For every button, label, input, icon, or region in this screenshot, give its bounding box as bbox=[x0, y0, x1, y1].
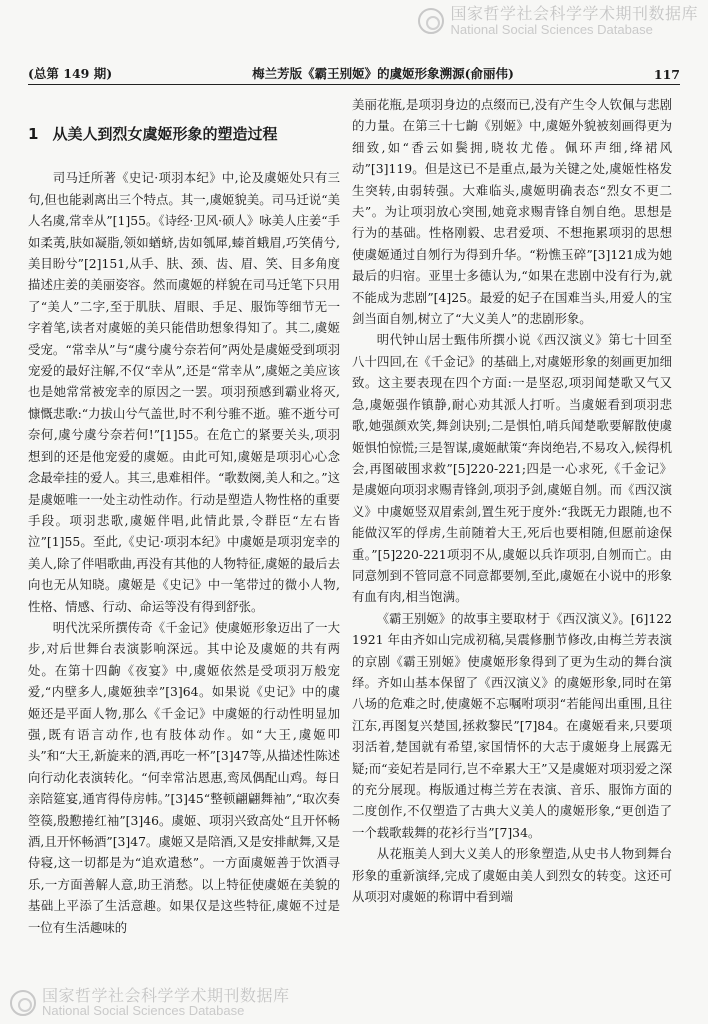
paragraph: 《霸王别姬》的故事主要取材于《西汉演义》。[6]122 1921 年由齐如山完成初稿,吴震修删节修改,由梅兰芳表演的京剧《霸王别姬》使虞姬形象得到了更为生动的舞台演绎。齐如山基本保留了《西汉演义》的虞姬形象,同时在第八场的危难之时,使虞姬不忘嘱咐项羽“若能闯出重围,且往江东,再图复兴楚国,拯救黎民”[7]84。在虞姬看来,只要项羽活着,楚国就有希望,家国情怀的大志于虞姬身上展露无疑;而“妾妃若是同行,岂不牵累大王”又是虞姬对项羽爱之深的充分展现。梅版通过梅兰芳在表演、音乐、服饰方面的二度创作,不仅塑造了古典大义美人的虞姬形象,“更创造了一个载歌载舞的花衫行当”[7]34。 bbox=[352, 610, 673, 840]
paragraph: 明代钟山居士甄伟所撰小说《西汉演义》第七十回至八十四回,在《千金记》的基础上,对虞姬形象的刻画更加细致。这主要表现在四个方面:一是坚忍,项羽闻楚歌又气又急,虞姬强作镇静,耐心劝其派人打听。当虞姬看到项羽悲歌,她强颜欢笑,舞剑诀别;二是惧怕,哨兵闻楚歌要解散使虞姬惧怕惊慌;三是智谋,虞姬献策“奔岗绝岩,不易攻入,候得机会,再图破围求救”[5]220-221;四是一心求死,《千金记》是虞姬向项羽求赐青锋剑,项羽予剑,虞姬自刎。而《西汉演义》中虞姬竖双眉索剑,置生死于度外:“我既无力跟随,也不能做汉军的俘虏,生前随着大王,死后也要相随,但愿前途保重。”[5]220-221项羽不从,虞姬以兵诈项羽,自刎而亡。由同意刎到不管同意不同意都要刎,至此,虞姬在小说中的形象有血有肉,相当饱满。 bbox=[352, 332, 672, 605]
paragraph: 明代沈采所撰传奇《千金记》使虞姬形象迈出了一大步,对后世舞台表演影响深远。其中论及虞姬的共有两处。在第十四齣《夜宴》中,虞姬依然是受项羽万般宠爱,“内壁多人,虞姬独幸”[3]64。如果说《史记》中的虞姬还是平面人物,那么《千金记》中虞姬的行动性明显加强,既有语言动作,也有肢体动作。如“大王,虞姬叩头”和“大王,新旋来的酒,再吃一杯”[3]47等,从描述性陈述向行动化表演转化。“何幸常沾恩惠,鸾凤偶配山鸡。每日亲陪筵宴,通宵得侍房帏。”[3]45“整顿翩翩舞袖”,“取次奏箜篌,殷懃捲红袖”[3]46。虞姬、项羽兴致高处“且开怀畅酒,且开怀畅酒”[3]47。虞姬又是陪酒,又是安排献舞,又是侍寝,这一切都是为“追欢遣愁”。一方面虞姬善于饮酒寻乐,一方面善解人意,助王消愁。以上特征使虞姬在美貌的基础上平添了生活意趣。如果仅是这些特征,虞姬不过是一位有生活趣味的 bbox=[28, 619, 340, 935]
issue-number: (总第 149 期) bbox=[28, 66, 113, 81]
section-number: 1 bbox=[28, 125, 39, 143]
paragraph: 司马迁所著《史记·项羽本纪》中,论及虞姬处只有三句,但也能剥离出三个特点。其一,虞姬貌美。司马迁说“美人名虞,常幸从”[1]55。《诗经·卫风·硕人》咏美人庄姜“手如柔荑,肤如凝脂,领如蝤蛴,齿如瓠犀,螓首蛾眉,巧笑倩兮,美目盼兮”[2]151,从手、肤、颈、齿、眉、笑、目多角度描述庄姜的美丽姿容。然而虞姬的样貌在司马迁笔下只用了“美人”二字,至于肌肤、眉眼、手足、服饰等细节无一字着笔,读者对虞姬的美只能借助想象得知了。其二,虞姬受宠。“常幸从”与“虞兮虞兮奈若何”两处是虞姬受到项羽宠爱的最好注解,不仅“幸从”,还是“常幸从”,虞姬之美应该也是她常常被宠幸的原因之一罢。项羽预感到霸业将灭,慷慨悲歌:“力拔山兮气盖世,时不利兮骓不逝。骓不逝兮可奈何,虞兮虞兮奈若何!”[1]55。在危亡的紧要关头,项羽想到的还是他宠爱的虞姬。由此可知,虞姬是项羽心心念念最牵挂的爱人。其三,患难相伴。“歌数阕,美人和之。”这是虞姬唯一一处主动性动作。行动是塑造人物性格的重要手段。项羽悲歌,虞姬伴唱,此情此景,令群臣“左右皆泣”[1]55。至此,《史记·项羽本纪》中虞姬是项羽宠幸的美人,除了伴唱歌曲,再没有其他的人物特征,虞姬的最后去向也无从知晓。虞姬是《史记》中一笔带过的微小人物,性格、情感、行动、命运等没有得到舒张。 bbox=[28, 170, 340, 614]
page-number: 117 bbox=[653, 67, 680, 82]
paragraph: 美丽花瓶,是项羽身边的点缀而已,没有产生令人钦佩与悲剧的力量。在第三十七齣《别姬》中,虞姬外貌被刻画得更为细致,如“香云如鬓拥,晓妆尤倦。佩环声细,绛裙风动”[3]119。但是这已不是重点,最为关键之处,虞姬性格发生突转,由弱转强。大难临头,虞姬明确表态“烈女不更二夫”。为让项羽放心突围,她竟求赐青锋自刎自绝。思想是行为的基础。性格刚毅、忠君爱项、不想拖累项羽的思想使虞姬通过自刎行为得到升华。“粉憔玉碎”[3]121成为她最后的归宿。亚里士多德认为,“如果在悲剧中没有行为,就不能成为悲剧”[4]25。最爱的妃子在国难当头,用爱人的宝剑当面自刎,树立了“大义美人”的悲剧形象。 bbox=[352, 97, 672, 327]
watermark-name-en: National Social Sciences Database bbox=[42, 1003, 245, 1019]
section-heading bbox=[28, 124, 340, 145]
article-title: 梅兰芳版《霸王别姬》的虞姬形象溯源(俞丽伟) bbox=[252, 66, 514, 81]
running-header bbox=[28, 62, 680, 82]
left-column bbox=[28, 94, 340, 938]
header-rule bbox=[28, 84, 680, 85]
watermark-bottom bbox=[10, 985, 290, 1019]
database-logo-icon bbox=[10, 990, 36, 1016]
paragraph: 从花瓶美人到大义美人的形象塑造,从史书人物到舞台形象的重新演绎,完成了虞姬由美人到烈女的转变。这还可从项羽对虞姬的称谓中看到端 bbox=[352, 846, 672, 905]
database-logo-icon bbox=[418, 8, 444, 34]
watermark-name-cn: 国家哲学社会科学学术期刊数据库 bbox=[42, 985, 290, 1005]
watermark-name-en: National Social Sciences Database bbox=[450, 21, 653, 37]
watermark-name-cn: 国家哲学社会科学学术期刊数据库 bbox=[450, 4, 698, 23]
watermark-top bbox=[418, 6, 698, 36]
section-title: 从美人到烈女虞姬形象的塑造过程 bbox=[52, 125, 278, 143]
right-column bbox=[352, 94, 672, 907]
